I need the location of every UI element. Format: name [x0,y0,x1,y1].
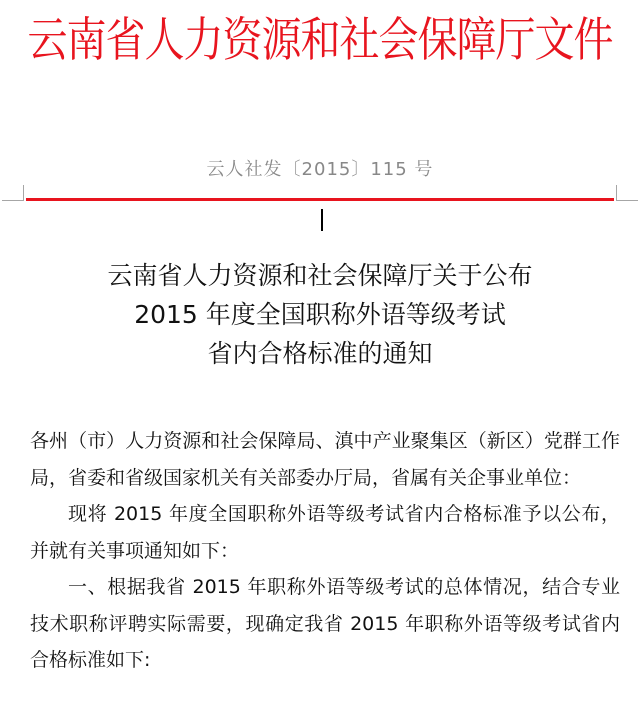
body-paragraph-2: 一、根据我省 2015 年职称外语等级考试的总体情况，结合专业技术职称评聘实际需要，现确定我省 2015 年职称外语等级考试省内合格标准如下: [30,576,620,671]
left-margin-mark-vertical [23,185,24,201]
right-margin-mark-vertical [616,185,617,201]
recipients-paragraph: 各州（市）人力资源和社会保障局、滇中产业聚集区（新区）党群工作局，省委和省级国家机关有关部委办厅局，省属有关企事业单位： [30,430,620,489]
document-body[interactable] [30,423,620,679]
document-masthead: 云南省人力资源和社会保障厅文件 [27,13,613,68]
text-insertion-cursor[interactable] [321,209,323,231]
title-line-3: 省内合格标准的通知 [207,339,433,368]
red-header-rule [26,198,614,201]
title-line-1: 云南省人力资源和社会保障厅关于公布 [107,261,533,290]
title-line-2: 2015 年度全国职称外语等级考试 [134,300,506,329]
document-number: 云人社发〔2015〕115 号 [206,159,434,180]
left-margin-mark-horizontal [2,200,24,201]
right-margin-mark-horizontal [616,200,638,201]
document-title [0,256,640,373]
body-paragraph-1: 现将 2015 年度全国职称外语等级考试省内合格标准予以公布，并就有关事项通知如下： [30,503,620,562]
